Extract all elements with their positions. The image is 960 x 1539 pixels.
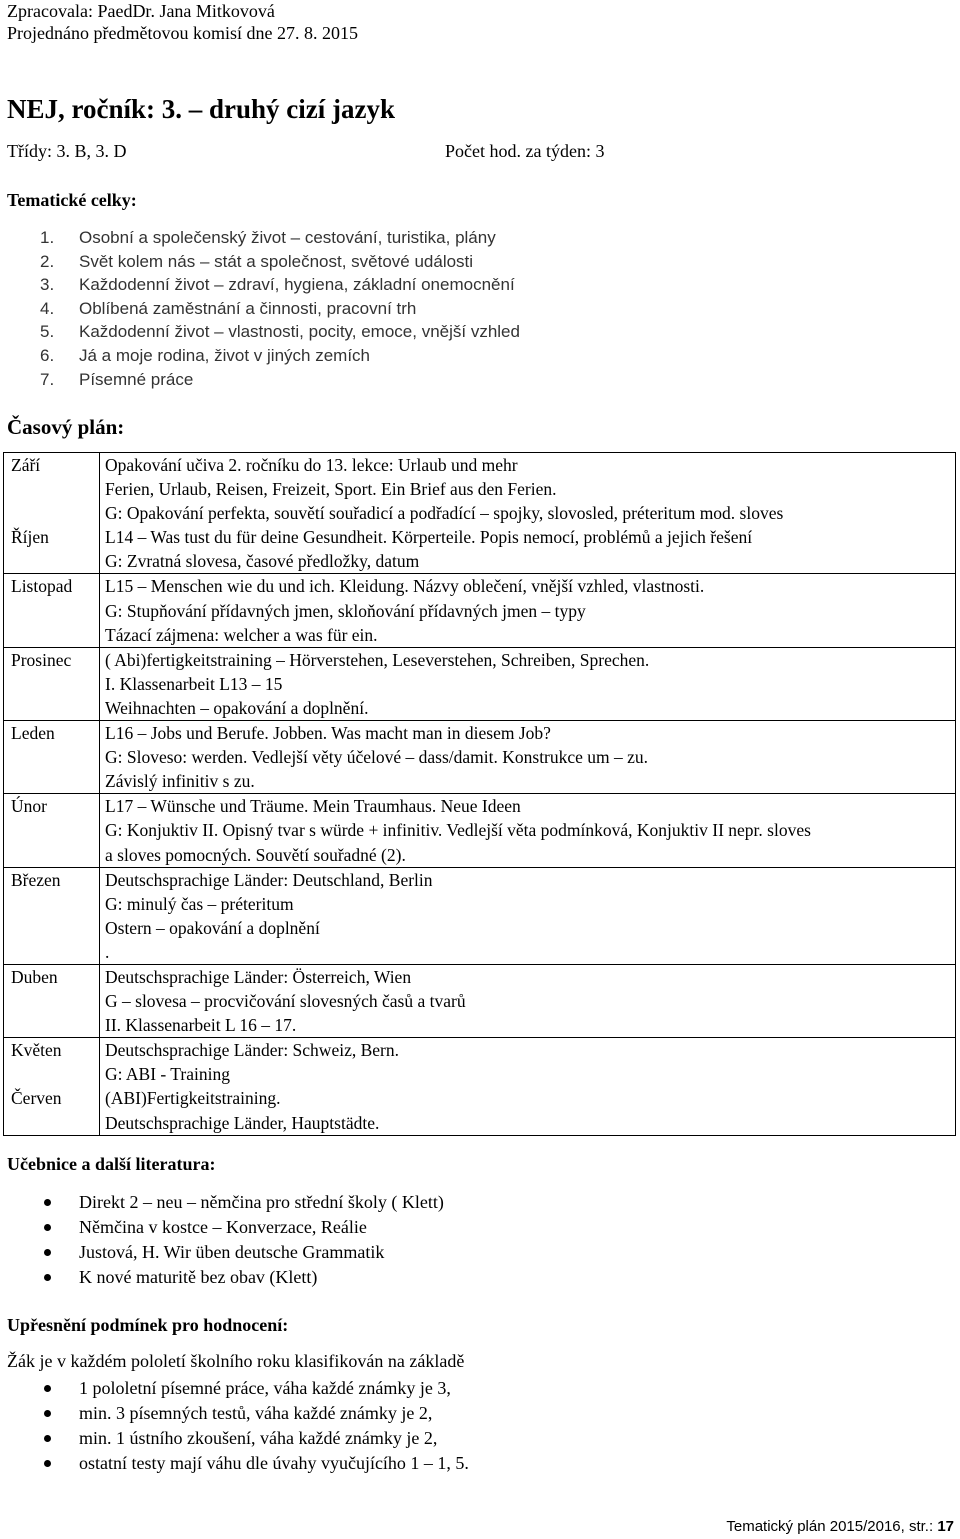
content-line: II. Klassenarbeit L 16 – 17.: [105, 1015, 297, 1036]
content-line: .: [105, 941, 110, 962]
content-cell: [100, 794, 956, 867]
content-line: G: Zvratná slovesa, časové předložky, datum: [105, 551, 420, 572]
content-line: Deutschsprachige Länder, Hauptstädte.: [105, 1112, 380, 1133]
content-line: Deutschsprachige Länder: Österreich, Wien: [105, 966, 412, 987]
topic-text: Písemné práce: [79, 369, 194, 389]
month-cell: [4, 964, 100, 1037]
topic-text: Každodenní život – vlastnosti, pocity, emoce, vnější vzhled: [79, 322, 520, 342]
content-line: a sloves pomocných. Souvětí souřadné (2).: [105, 844, 406, 865]
content-line: Weihnachten – opakování a doplnění.: [105, 697, 369, 718]
month-name: Prosinec: [11, 649, 72, 670]
content-cell: [100, 964, 956, 1037]
month-cell: [4, 867, 100, 964]
assessment-item: min. 1 ústního zkoušení, váha každé známky je 2,: [0, 1426, 469, 1451]
month-name: Září: [11, 455, 41, 475]
topic-number: 2.: [40, 251, 55, 271]
assessment-heading: Upřesnění podmínek pro hodnocení:: [7, 1315, 289, 1335]
month-cell: [4, 453, 100, 574]
content-line: G: Opakování perfekta, souvětí souřadicí a podřadící – spojky, slovosled, préteritum mod. sloves: [105, 503, 784, 524]
topic-text: Osobní a společenský život – cestování, turistika, plány: [79, 228, 496, 247]
content-line: G: Konjuktiv II. Opisný tvar s würde + infinitiv. Vedlejší věta podmínková, Konjuktiv II nepr. sloves: [105, 820, 811, 841]
content-line: Opakování učiva 2. ročníku do 13. lekce: Urlaub und mehr: [105, 455, 518, 475]
assessment-intro: Žák je v každém pololetí školního roku klasifikován na základě: [7, 1351, 465, 1371]
topic-item: [0, 297, 520, 321]
topic-text: Svět kolem nás – stát a společnost, světové události: [79, 251, 474, 271]
page-title: NEJ, ročník: 3. – druhý cizí jazyk: [7, 94, 396, 124]
schedule-row: [4, 721, 956, 794]
month-cell: [4, 574, 100, 647]
topic-number: 4.: [40, 298, 55, 318]
content-line: I. Klassenarbeit L13 – 15: [105, 673, 283, 694]
month-cell: [4, 647, 100, 720]
content-line: L17 – Wünsche und Träume. Mein Traumhaus. Neue Ideen: [105, 796, 521, 817]
topic-number: 1.: [40, 228, 55, 247]
literature-item: Němčina v kostce – Konverzace, Reálie: [0, 1215, 444, 1240]
month-name: Květen: [11, 1040, 62, 1061]
schedule-row: [4, 647, 956, 720]
literature-list: [0, 1190, 444, 1290]
author-line: Zpracovala: PaedDr. Jana Mitkovová: [7, 1, 275, 21]
content-line: Deutschsprachige Länder: Deutschland, Berlin: [105, 869, 433, 890]
schedule-row: [4, 964, 956, 1037]
topic-item: [0, 250, 520, 274]
topic-text: Já a moje rodina, život v jiných zemích: [79, 345, 371, 365]
content-cell: [100, 721, 956, 794]
topic-item: [0, 226, 520, 250]
content-cell: [100, 647, 956, 720]
topics-list: [0, 226, 520, 391]
topic-number: 6.: [40, 345, 55, 365]
literature-heading: Učebnice a další literatura:: [7, 1154, 216, 1174]
content-line: ( Abi)fertigkeitstraining – Hörverstehen, Leseverstehen, Schreiben, Sprechen.: [105, 649, 650, 670]
month-name: Říjen: [11, 527, 49, 548]
content-line: Tázací zájmena: welcher a was für ein.: [105, 624, 378, 645]
content-line: Ferien, Urlaub, Reisen, Freizeit, Sport. Ein Brief aus den Ferien.: [105, 479, 557, 500]
content-cell: [100, 574, 956, 647]
topics-heading: Tematické celky:: [7, 190, 137, 210]
content-cell: [100, 453, 956, 574]
content-line: G: Stupňování přídavných jmen, skloňování přídavných jmen – typy: [105, 600, 586, 621]
month-name: Červen: [11, 1088, 62, 1109]
content-line: L15 – Menschen wie du und ich. Kleidung. Názvy oblečení, vnější vzhled, vlastnosti.: [105, 576, 705, 597]
topic-item: [0, 273, 520, 297]
content-line: G – slovesa – procvičování slovesných časů a tvarů: [105, 991, 466, 1012]
schedule-row: [4, 453, 956, 574]
assessment-list: [0, 1376, 469, 1476]
approval-line: Projednáno předmětovou komisí dne 27. 8. 2015: [7, 23, 358, 43]
plan-heading: Časový plán:: [7, 415, 125, 439]
topic-item: [0, 368, 520, 392]
schedule-row: [4, 1038, 956, 1135]
topic-number: 3.: [40, 275, 55, 295]
month-cell: [4, 794, 100, 867]
assessment-item: 1 pololetní písemné práce, váha každé známky je 3,: [0, 1376, 469, 1401]
month-cell: [4, 721, 100, 794]
schedule-row: [4, 867, 956, 964]
month-cell: [4, 1038, 100, 1135]
classes-line: Třídy: 3. B, 3. D: [7, 141, 127, 161]
topic-item: [0, 344, 520, 368]
schedule-row: [4, 574, 956, 647]
topic-number: 7.: [40, 369, 55, 389]
month-name: Únor: [11, 796, 47, 817]
content-line: (ABI)Fertigkeitstraining.: [105, 1088, 281, 1109]
content-line: Deutschsprachige Länder: Schweiz, Bern.: [105, 1040, 399, 1061]
topic-item: [0, 320, 520, 344]
assessment-item: min. 3 písemných testů, váha každé známky je 2,: [0, 1401, 469, 1426]
content-cell: [100, 1038, 956, 1135]
assessment-item: ostatní testy mají váhu dle úvahy vyučujícího 1 – 1, 5.: [0, 1451, 469, 1476]
content-line: L14 – Was tust du für deine Gesundheit. Körperteile. Popis nemocí, problémů a jejich řešení: [105, 527, 753, 548]
content-line: Ostern – opakování a doplnění: [105, 917, 320, 938]
page-number: 17: [937, 1518, 954, 1535]
month-name: Březen: [11, 869, 61, 890]
literature-item: Direkt 2 – neu – němčina pro střední školy ( Klett): [0, 1190, 444, 1215]
content-line: Závislý infinitiv s zu.: [105, 771, 255, 792]
content-line: G: Sloveso: werden. Vedlejší věty účelové – dass/damit. Konstrukce um – zu.: [105, 747, 649, 768]
page-footer: [726, 1518, 954, 1535]
content-line: G: minulý čas – préteritum: [105, 893, 294, 914]
content-line: L16 – Jobs und Berufe. Jobben. Was macht man in diesem Job?: [105, 723, 551, 744]
topic-text: Oblíbená zaměstnání a činnosti, pracovní trh: [79, 298, 417, 318]
topic-text: Každodenní život – zdraví, hygiena, základní onemocnění: [79, 275, 515, 295]
content-line: G: ABI - Training: [105, 1064, 230, 1085]
month-name: Leden: [11, 723, 55, 744]
footer-label: Tematický plán 2015/2016, str.:: [726, 1518, 938, 1535]
schedule-table: [3, 452, 956, 1136]
month-name: Duben: [11, 966, 58, 987]
month-name: Listopad: [11, 576, 73, 597]
schedule-row: [4, 794, 956, 867]
topic-number: 5.: [40, 322, 55, 342]
content-cell: [100, 867, 956, 964]
literature-item: Justová, H. Wir üben deutsche Grammatik: [0, 1240, 444, 1265]
weekly-hours: Počet hod. za týden: 3: [445, 141, 605, 161]
literature-item: K nové maturitě bez obav (Klett): [0, 1265, 444, 1290]
